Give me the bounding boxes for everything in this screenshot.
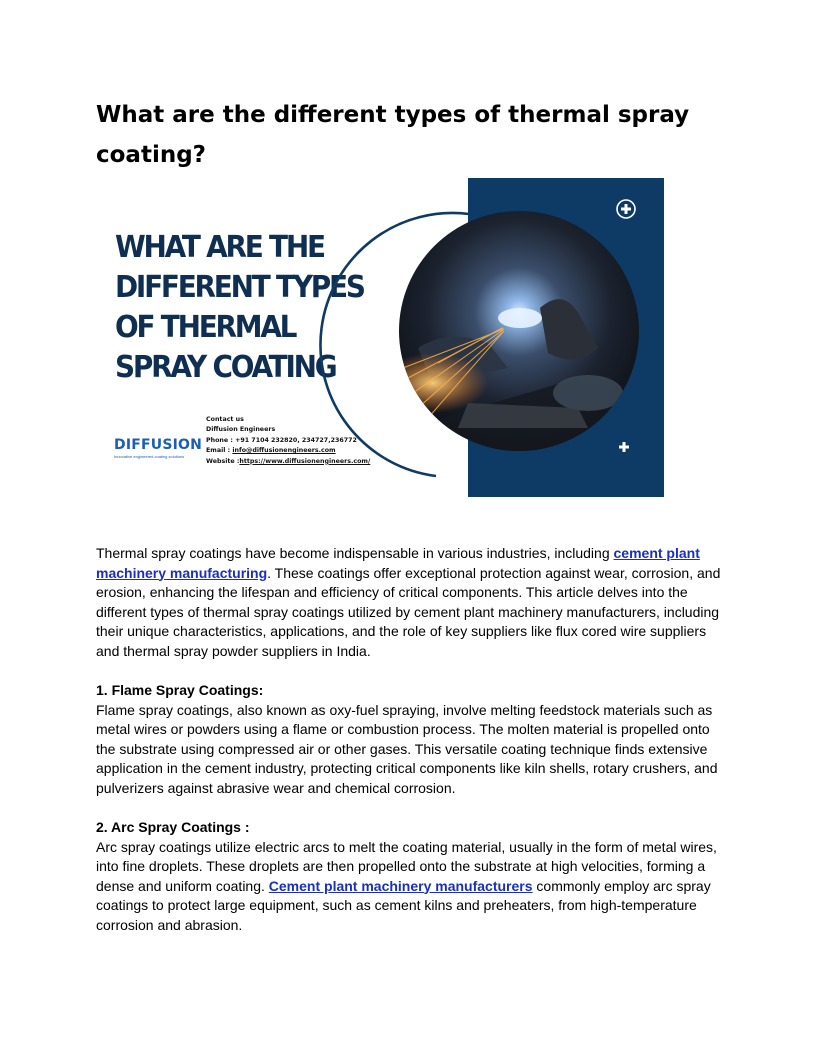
logo-tagline: Innovative engineered coating solutions <box>114 454 185 459</box>
plus-cross-icon <box>617 200 635 218</box>
contact-website[interactable]: https://www.diffusionengineers.com/ <box>239 457 371 465</box>
logo-wordmark: DIFFUSION <box>114 437 203 453</box>
contact-phone: Phone : +91 7104 232820, 234727,236772 <box>206 436 357 444</box>
intro-paragraph <box>96 544 721 661</box>
contact-label: Contact us <box>206 416 244 423</box>
section-text-continued: commonly employ arc spray coatings to protect large equipment, such as cement kilns and preheaters, from high-temperature corrosion and abrasion. <box>96 877 711 933</box>
section-flame-spray <box>96 681 721 798</box>
manufacturers-link[interactable]: Cement plant machinery manufacturers <box>268 877 533 894</box>
section-heading: 1. Flame Spray Coatings: <box>96 682 264 698</box>
contact-website-label: Website : <box>206 457 240 465</box>
banner-heading-line: DIFFERENT TYPES <box>115 270 364 305</box>
intro-text: Thermal spray coatings have become indispensable in various industries, including <box>96 545 614 561</box>
contact-company: Diffusion Engineers <box>206 426 276 434</box>
plus-icon <box>619 442 629 452</box>
banner-heading-line: OF THERMAL <box>115 310 296 345</box>
banner-heading-line: WHAT ARE THE <box>115 230 324 265</box>
page-title: What are the different types of thermal spray coating? <box>96 102 690 168</box>
section-text: Flame spray coatings, also known as oxy-fuel spraying, involve melting feedstock materials such as metal wires or powders using a flame or combustion process. The molten material is propelled onto the substrate using compressed air or other gases. This versatile coating technique finds extensive application in the cement industry, protecting critical components like kiln shells, rotary crushers, and pulverizers against abrasive wear and chemical corrosion. <box>96 701 718 796</box>
cement-plant-link[interactable]: cement plant machinery manufacturing <box>96 545 700 581</box>
intro-text-continued: . These coatings offer exceptional protection against wear, corrosion, and erosion, enhancing the lifespan and efficiency of critical components. This article delves into the different types of thermal spray coatings utilized by cement plant machinery manufacturers, including their unique characteristics, applications, and the role of key suppliers like flux cored wire suppliers and thermal spray powder suppliers in India. <box>96 564 721 659</box>
banner-image <box>108 178 664 497</box>
banner-heading-line: SPRAY COATING <box>115 350 336 385</box>
section-arc-spray <box>96 818 721 935</box>
contact-email[interactable]: info@diffusionengineers.com <box>232 447 336 455</box>
section-text: Arc spray coatings utilize electric arcs to melt the coating material, usually in the form of metal wires, into fine droplets. These droplets are then propelled onto the substrate at high velocities, forming a dense and uniform coating. <box>96 838 717 894</box>
section-heading: 2. Arc Spray Coatings : <box>96 819 250 835</box>
contact-email-label: Email : <box>206 447 233 455</box>
banner-graphics <box>108 178 664 497</box>
